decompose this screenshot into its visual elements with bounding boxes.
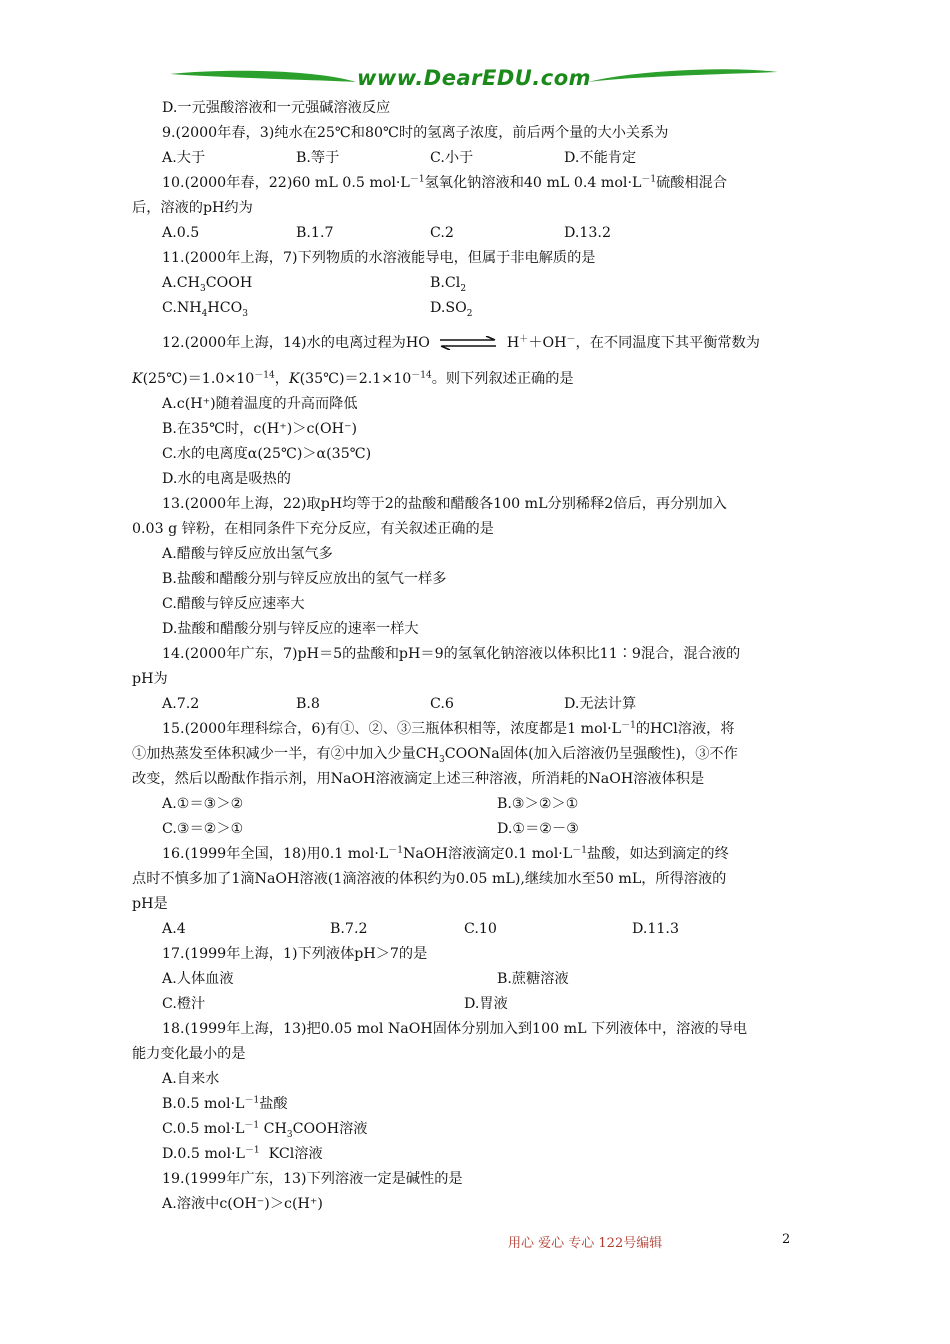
text: B.Cl	[430, 275, 461, 291]
options-row	[132, 792, 822, 817]
subscript: 3	[199, 283, 206, 294]
text: C.0.5 mol·L	[162, 1121, 245, 1137]
question-15-cont: 改变，然后以酚酞作指示剂，用NaOH溶液滴定上述三种溶液，所消耗的NaOH溶液体积是	[132, 771, 705, 787]
text: COONa固体(加入后溶液仍呈强酸性)，③不作	[444, 746, 738, 762]
text: 。则下列叙述正确的是	[431, 371, 574, 387]
option-d	[132, 1142, 822, 1167]
superscript: －1	[244, 1095, 260, 1106]
question-16-cont: 点时不慎多加了1滴NaOH溶液(1滴溶液的体积约为0.05 mL),继续加水至50 mL，所得溶液的	[132, 871, 727, 887]
option-a	[162, 271, 430, 296]
subscript: 3	[286, 1129, 293, 1140]
question-16	[132, 842, 822, 867]
text: COOH	[205, 275, 253, 291]
option-c: C.2	[430, 225, 454, 241]
option-d: D.13.2	[564, 225, 611, 241]
options-row	[132, 992, 822, 1017]
text: D.0.5 mol·L	[162, 1146, 245, 1162]
text: ，	[274, 371, 289, 387]
text: 氢氧化钠溶液和40 mL 0.4 mol·L	[424, 175, 642, 191]
option-c: C.10	[464, 921, 497, 937]
text: C.NH	[162, 300, 202, 316]
question-16-cont: pH是	[132, 896, 168, 912]
site-brand: www.DearEDU.com	[356, 66, 592, 90]
text: D.SO	[430, 300, 467, 316]
option-d: D.不能肯定	[564, 150, 637, 166]
question-14: 14.(2000年广东，7)pH＝5的盐酸和pH＝9的氢氧化钠溶液以体积比11∶9混合，混合液的	[162, 646, 741, 662]
option-b: B.1.7	[296, 225, 334, 241]
text: CH	[259, 1121, 287, 1137]
text: H	[506, 335, 520, 351]
question-18: 18.(1999年上海，13)把0.05 mol NaOH固体分别加入到100 mL 下列液体中，溶液的导电	[162, 1021, 748, 1037]
text: 15.(2000年理科综合，6)有①、②、③三瓶体积相等，浓度都是1 mol·L	[162, 721, 622, 737]
option-c: C.小于	[430, 150, 474, 166]
option-b: B.蔗糖溶液	[497, 971, 569, 987]
text: ①加热蒸发至体积减少一半，有②中加入少量CH	[132, 746, 439, 762]
question-11: 11.(2000年上海，7)下列物质的水溶液能导电，但属于非电解质的是	[162, 250, 596, 266]
question-12	[132, 321, 822, 365]
superscript: －1	[409, 174, 425, 185]
question-13-cont: 0.03 g 锌粉，在相同条件下充分反应，有关叙述正确的是	[132, 521, 494, 537]
option-a: A.自来水	[162, 1071, 220, 1087]
question-10-cont: 后，溶液的pH约为	[132, 200, 253, 216]
text: 硫酸相混合	[656, 175, 728, 191]
text: KCl溶液	[259, 1146, 323, 1162]
option-a: A.①＝③＞②	[162, 796, 244, 812]
option-a: A.c(H⁺)随着温度的升高而降低	[162, 396, 358, 412]
text: NaOH溶液滴定0.1 mol·L	[403, 846, 573, 862]
superscript: －	[566, 334, 576, 345]
superscript: －1	[244, 1145, 260, 1156]
subscript: 4	[201, 308, 208, 319]
option-line: D.一元强酸溶液和一元强碱溶液反应	[162, 100, 391, 116]
option-b	[132, 1092, 822, 1117]
options-row	[132, 296, 822, 321]
option-c: C.6	[430, 696, 454, 712]
option-b: B.8	[296, 696, 320, 712]
superscript: －1	[244, 1120, 260, 1131]
question-14-cont: pH为	[132, 671, 168, 687]
question-13: 13.(2000年上海，22)取pH均等于2的盐酸和醋酸各100 mL分别稀释2倍后，再分别加入	[162, 496, 727, 512]
option-c	[162, 296, 430, 321]
option-c: C.③＝②＞①	[162, 821, 244, 837]
text: 10.(2000年春，22)60 mL 0.5 mol·L	[162, 175, 410, 191]
option-b: B.③＞②＞①	[497, 796, 579, 812]
option-a: A.人体血液	[162, 971, 234, 987]
superscript: －1	[621, 720, 636, 731]
question-15	[132, 717, 822, 742]
option-a: A.醋酸与锌反应放出氢气多	[162, 546, 333, 562]
superscript: －1	[641, 174, 657, 185]
option-c	[132, 1117, 822, 1142]
options-row	[132, 146, 822, 171]
text: K	[288, 371, 300, 387]
text: ，在不同温度下其平衡常数为	[575, 335, 760, 351]
document-body	[132, 96, 822, 1217]
question-9: 9.(2000年春，3)纯水在25℃和80℃时的氢离子浓度，前后两个量的大小关系为	[162, 125, 669, 141]
options-row	[132, 817, 822, 842]
subscript: 3	[242, 308, 248, 319]
option-a: A.大于	[162, 150, 206, 166]
equilibrium-arrow-icon	[438, 336, 498, 350]
text: O	[418, 335, 430, 351]
options-row	[132, 221, 822, 246]
option-c: C.橙汁	[162, 996, 206, 1012]
option-a: A.溶液中c(OH⁻)＞c(H⁺)	[162, 1196, 323, 1212]
question-19: 19.(1999年广东，13)下列溶液一定是碱性的是	[162, 1171, 463, 1187]
text: ＋OH	[528, 335, 567, 351]
option-b: B.等于	[296, 150, 340, 166]
superscript: ＋	[519, 334, 529, 345]
option-d: D.①＝②－③	[497, 821, 579, 837]
text: (35℃)＝2.1×10	[299, 371, 412, 387]
option-b: B.7.2	[330, 921, 368, 937]
subscript: 2	[466, 308, 473, 319]
option-d: D.盐酸和醋酸分别与锌反应的速率一样大	[162, 621, 419, 637]
text: 的HCl溶液，将	[635, 721, 735, 737]
question-10	[132, 171, 822, 196]
option-b	[430, 271, 466, 296]
option-a: A.0.5	[162, 225, 200, 241]
text: B.0.5 mol·L	[162, 1096, 245, 1112]
text: COOH溶液	[292, 1121, 368, 1137]
option-d: D.胃液	[464, 996, 508, 1012]
option-d: D.水的电离是吸热的	[162, 471, 291, 487]
text: 盐酸	[259, 1096, 288, 1112]
question-18-cont: 能力变化最小的是	[132, 1046, 246, 1062]
options-row	[132, 692, 822, 717]
question-15-cont	[132, 742, 822, 767]
subscript: 3	[438, 754, 445, 765]
question-12-cont	[132, 367, 822, 392]
site-header-banner	[168, 60, 780, 100]
text: 16.(1999年全国，18)用0.1 mol·L	[162, 846, 389, 862]
option-a: A.4	[162, 921, 186, 937]
text: HCO	[207, 300, 243, 316]
question-17: 17.(1999年上海，1)下列液体pH＞7的是	[162, 946, 428, 962]
option-c: C.醋酸与锌反应速率大	[162, 596, 305, 612]
option-d: D.无法计算	[564, 696, 637, 712]
text: K	[132, 371, 143, 387]
options-row	[132, 967, 822, 992]
text: (25℃)＝1.0×10	[142, 371, 255, 387]
text: 12.(2000年上海，14)水的电离过程为H	[162, 335, 419, 351]
option-b: B.盐酸和醋酸分别与锌反应放出的氢气一样多	[162, 571, 447, 587]
superscript: －14	[411, 370, 432, 381]
option-a: A.7.2	[162, 696, 200, 712]
text: A.CH	[162, 275, 200, 291]
option-c: C.水的电离度α(25℃)＞α(35℃)	[162, 446, 372, 462]
footer-editor-mark: 用心 爱心 专心 122号编辑	[508, 1236, 663, 1251]
subscript: 2	[460, 283, 467, 294]
option-d: D.11.3	[632, 921, 679, 937]
text: 盐酸，如达到滴定的终	[586, 846, 729, 862]
superscript: －1	[572, 845, 587, 856]
page-number: 2	[782, 1232, 791, 1247]
option-d	[430, 296, 472, 321]
superscript: －1	[388, 845, 404, 856]
option-b: B.在35℃时，c(H⁺)＞c(OH⁻)	[162, 421, 357, 437]
options-row	[132, 917, 822, 942]
options-row	[132, 271, 822, 296]
superscript: －14	[254, 370, 275, 381]
